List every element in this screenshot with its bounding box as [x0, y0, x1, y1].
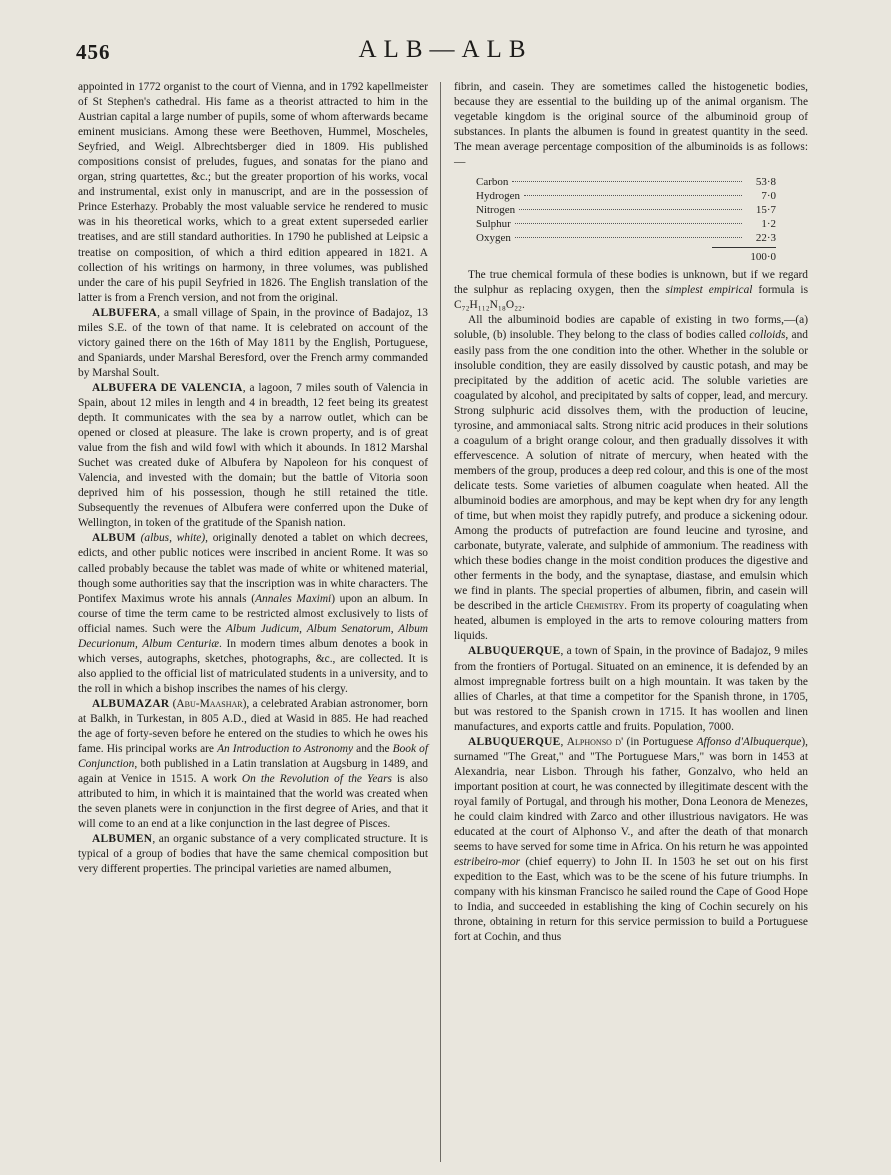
- table-row: [476, 231, 776, 245]
- headword: ALBUFERA DE VALENCIA: [92, 381, 243, 394]
- element-value: 15·7: [755, 204, 776, 217]
- left-column: [78, 80, 428, 877]
- right-column: [454, 80, 808, 945]
- composition-total: 100·0: [750, 251, 776, 264]
- element-name: Hydrogen: [476, 190, 520, 203]
- entry-text: . From its property of coagulating when heated, albumen is employed in the arts to remove colouring matters from liquids.: [454, 600, 808, 643]
- leader-dots: [515, 237, 742, 238]
- headword: ALBUMAZAR: [92, 697, 170, 710]
- entry-text: , a small village of Spain, in the province of Badajoz, 13 miles S.E. of the town of that name. It is celebrated on account of the victory gained there on the 16th of May 1811 by the English, Portuguese, and Spaniards, under Marshal Beresford, over the French army commanded by Marshal Soult.: [78, 306, 428, 379]
- italic-term: estribeiro-mor: [454, 856, 521, 869]
- work-title: An Introduction to Astronomy: [217, 743, 354, 756]
- sum-rule: [712, 247, 776, 248]
- headword: ALBUMEN: [92, 833, 153, 846]
- page-number: 456: [76, 40, 111, 64]
- italic-term: Annales Maximi: [255, 592, 332, 605]
- entry-text: formula is C₇₂H₁₁₂N₁₈O₂₂.: [454, 284, 809, 312]
- entry-text: , a celebrated Arabian astronomer, born at Balkh, in Turkestan, in 805 A.D., died at Wasid in 885. He had reached the age of forty-seven before he entered on the studies to which he owes his fame. His principal works are: [78, 697, 428, 756]
- italic-term: simplest empirical: [665, 284, 753, 297]
- work-title: On the Revolution of the Years: [241, 773, 392, 786]
- entry-albuquerque-town: [454, 644, 808, 734]
- element-name: Carbon: [476, 176, 509, 189]
- entry-text: , originally denoted a tablet on which decrees, edicts, and other public notices were inscribed in ancient Rome. It was so called probably because the tablet was made of white or whitened material, though some authorities say that the inscription was in white characters. The Pontifex Maximus wrote his annals (: [78, 532, 428, 605]
- entry-text: The true chemical formula of these bodies is unknown, but if we regard the sulphur as replacing oxygen, then the: [454, 269, 808, 297]
- entry-text: ) upon an album. In course of time the term came to be restricted almost exclusively to lists of official names. Such were the: [78, 592, 428, 635]
- entry-text: is also attributed to him, in which it is maintained that the world was created when the seven planets were in conjunction in the first degree of Aries, and that it will come to an end at a like conjunction in the last degree of Pisces.: [78, 773, 428, 831]
- etymology: (albus, white): [140, 532, 206, 545]
- entry-text: , a town of Spain, in the province of Badajoz, 9 miles from the frontiers of Portugal. Situated on an eminence, it is defended by an almost impregnable fortress built on a high mountain. It was taken by the allies of Charles, at that time a competitor for the Spanish throne, in 1705, but was restored to the Spanish crown in 1715. It has woollen and linen manufactures, and exports cattle and fruits. Population, 7000.: [454, 645, 808, 733]
- italic-term: Album Judicum, Album Senatorum, Album Decurionum, Album Centuriæ: [78, 622, 428, 650]
- leader-dots: [515, 223, 742, 224]
- element-value: 7·0: [761, 190, 776, 203]
- formula-paragraph: [454, 268, 808, 313]
- entry-albumazar: [78, 697, 428, 832]
- entry-text: ), surnamed "The Great," and "The Portuguese Mars," was born in 1453 at Alexandria, near Lisbon. Through his father, Gonzalvo, who held an important position at court, he was connected by illegitimate descent with the royal family of Portugal, and through his mother, Dona Leonora de Menezes, he could claim kindred with Zarco and other illustrious navigators. He was educated at the court of Alphonso V., and after the death of that monarch seems to have served for some time in Africa. On his return he was appointed: [454, 735, 808, 854]
- leader-dots: [512, 181, 742, 182]
- table-row: [476, 175, 776, 189]
- element-name: Nitrogen: [476, 204, 516, 217]
- column-divider: [440, 82, 441, 1162]
- element-name: Oxygen: [476, 232, 511, 245]
- entry-text: (in Portuguese: [623, 735, 697, 748]
- italic-term: Affonso d'Albuquerque: [696, 735, 802, 748]
- entry-text: . In modern times album denotes a book in which verses, autographs, sketches, photographs, &c., are collected. It is also applied to the official list of matriculated students in a university, and to the roll in which a bishop inscribes the names of his clergy.: [78, 637, 428, 695]
- leader-dots: [524, 195, 742, 196]
- entry-albumen: [78, 832, 428, 877]
- entry-album: [78, 531, 428, 697]
- headword: ALBUM: [92, 532, 136, 545]
- composition-table: [476, 175, 776, 264]
- entry-text: , both published in a Latin translation at Augsburg in 1489, and again at Venice in 1515. A work: [78, 758, 428, 786]
- element-value: 22·3: [755, 232, 776, 245]
- headword: ALBUFERA: [92, 306, 158, 319]
- given-name: Alphonso d': [566, 735, 624, 748]
- table-row: [476, 189, 776, 203]
- element-value: 1·2: [761, 218, 776, 231]
- headword: ALBUQUERQUE: [468, 645, 561, 658]
- albrechtsberger-continuation: appointed in 1772 organist to the court of Vienna, and in 1792 kapellmeister of St Stephen's cathedral. His fame as a theorist attracted to him in the Austrian capital a large number of pupils, some of whom afterwards became eminent musicians. Among these were Beethoven, Hummel, Moscheles, Seyfried, and Weigl. Albrechtsberger died in 1809. His published compositions consist of preludes, fugues, and sonatas for the piano and organ, string quartettes, &c.; but the greater proportion of his works, vocal and instrumental, exist only in manuscript, and are in the possession of Prince Esterhazy. Probably the most valuable service he rendered to music was in his theoretical works, which to a great extent superseded earlier treatises, and are still standard authorities. In 1790 he published at Leipsic a treatise on composition, of which a third edition appeared in 1821. A collection of his writings on harmony, in three volumes, was published under the care of his pupil Seyfried in 1826. The English translation of the latter is from a French version, and not from the original.: [78, 81, 428, 304]
- albumen-continuation: fibrin, and casein. They are sometimes called the histogenetic bodies, because they are essential to the building up of the animal organism. The vegetable kingdom is the original source of the albuminoid group of substances. In plants the albumen is found in greatest quantity in the seed. The mean average percentage composition of the albuminoids is as follows:—: [454, 81, 808, 169]
- element-name: Sulphur: [476, 218, 511, 231]
- entry-text: All the albuminoid bodies are capable of existing in two forms,—(a) soluble, (b) insoluble. They belong to the class of bodies called: [454, 314, 808, 342]
- headword: ALBUQUERQUE: [468, 735, 561, 748]
- running-head: ALB—ALB: [358, 36, 533, 63]
- table-row: [476, 217, 776, 231]
- work-title: Book of Conjunction: [78, 743, 428, 771]
- leader-dots: [519, 209, 742, 210]
- italic-term: colloids: [749, 329, 786, 342]
- entry-text: , a lagoon, 7 miles south of Valencia in Spain, about 12 miles in length and 4 in breadth, 12 feet being its greatest depth. It communicates with the sea by a narrow outlet, which can be opened or closed at pleasure. The lake is crown property, and is of great value from the fish and wild fowl with which it abounds. In 1812 Marshal Suchet was created duke of Albufera by Napoleon for his conquest of Valencia, and invested with the domain; but the battle of Vitoria soon deprived him of his possession, though he still retained the title. Subsequently the revenues of Albufera were conferred upon the Duke of Wellington, in token of the gratitude of the Spanish nation.: [78, 381, 428, 530]
- entry-albufera-de-valencia: [78, 381, 428, 531]
- entry-albufera: [78, 306, 428, 381]
- cross-reference: Chemistry: [576, 600, 625, 613]
- entry-text: (chief equerry) to John II. In 1503 he set out on his first expedition to the East, which was to be the scene of his future triumphs. In company with his kinsman Francisco he sailed round the Cape of Good Hope to India, and succeeded in establishing the king of Cochin securely on his throne, obtaining in return for this service permission to build a Portuguese fort at Cochin, and thus: [454, 856, 808, 944]
- table-row: [476, 203, 776, 217]
- entry-text: , an organic substance of a very complicated structure. It is typical of a group of bodies that have the same chemical composition but very different properties. The principal varieties are named albumen,: [78, 833, 428, 876]
- entry-albuquerque-alphonso: ALBUQUERQUE, Alphonso d' (in Portuguese Affonso d'Albuquerque), surnamed "The Great," and "The Portuguese Mars," was born in 1453 at Alexandria, near Lisbon. Through his father, Gonzalvo, who held an important position at court, he was connected by illegitimate descent with the royal family of Portugal, and through his mother, Dona Leonora de Menezes, he could claim kindred with Zarco and other illustrious navigators. He was educated at the court of Alphonso V., and after the death of that monarch seems to have served for some time in Africa. On his return he was appointed estribeiro-mor (chief equerry) to John II. In 1503 he set out on his first expedition to the East, which was to be the scene of his future triumphs. In company with his kinsman Francisco he sailed round the Cape of Good Hope to India, and succeeded in establishing the king of Cochin securely on his throne, obtaining in return for this service permission to build a Portuguese fort at Cochin, and thus: [454, 735, 808, 944]
- entry-text: , and easily pass from the one condition into the other. Whether in the soluble or insoluble condition, they are easily dissolved by caustic potash, and may be precipitated by the addition of acetic acid. The soluble varieties are coagulated by alcohol, and precipitated by salts of copper, lead, and mercury. Strong sulphuric acid dissolves them, with the production of leucine, tyrosine, and ammoniacal salts. Strong nitric acid produces in their solutions a coagulum of a bright orange colour, and then gradually dissolves it with effervescence. A solution of nitrate of mercury, when heated with the members of the group, produces a deep red colour, and this is one of the most delicate tests. Some varieties of albumen coagulate when heated. All the albuminoid bodies are amorphous, and may be kept when dry for any length of time, but when moist they rapidly putrefy, and produce a sickening odour. Among the products of putrefaction are found leucine and tyrosine, and carbonate, butyrate, valerate, and sulphide of ammonium. The readiness with which these bodies change in the moist condition produces the digestive and other ferments in the body, and the synaptase, diastase, and emulsin which we find in plants. The special properties of albumen, fibrin, and casein will be described in the article: [454, 329, 808, 613]
- element-value: 53·8: [755, 176, 776, 189]
- alt-name: (Abu-Maashar): [172, 697, 247, 710]
- solubility-paragraph: [454, 313, 808, 644]
- entry-text: and the: [353, 743, 393, 756]
